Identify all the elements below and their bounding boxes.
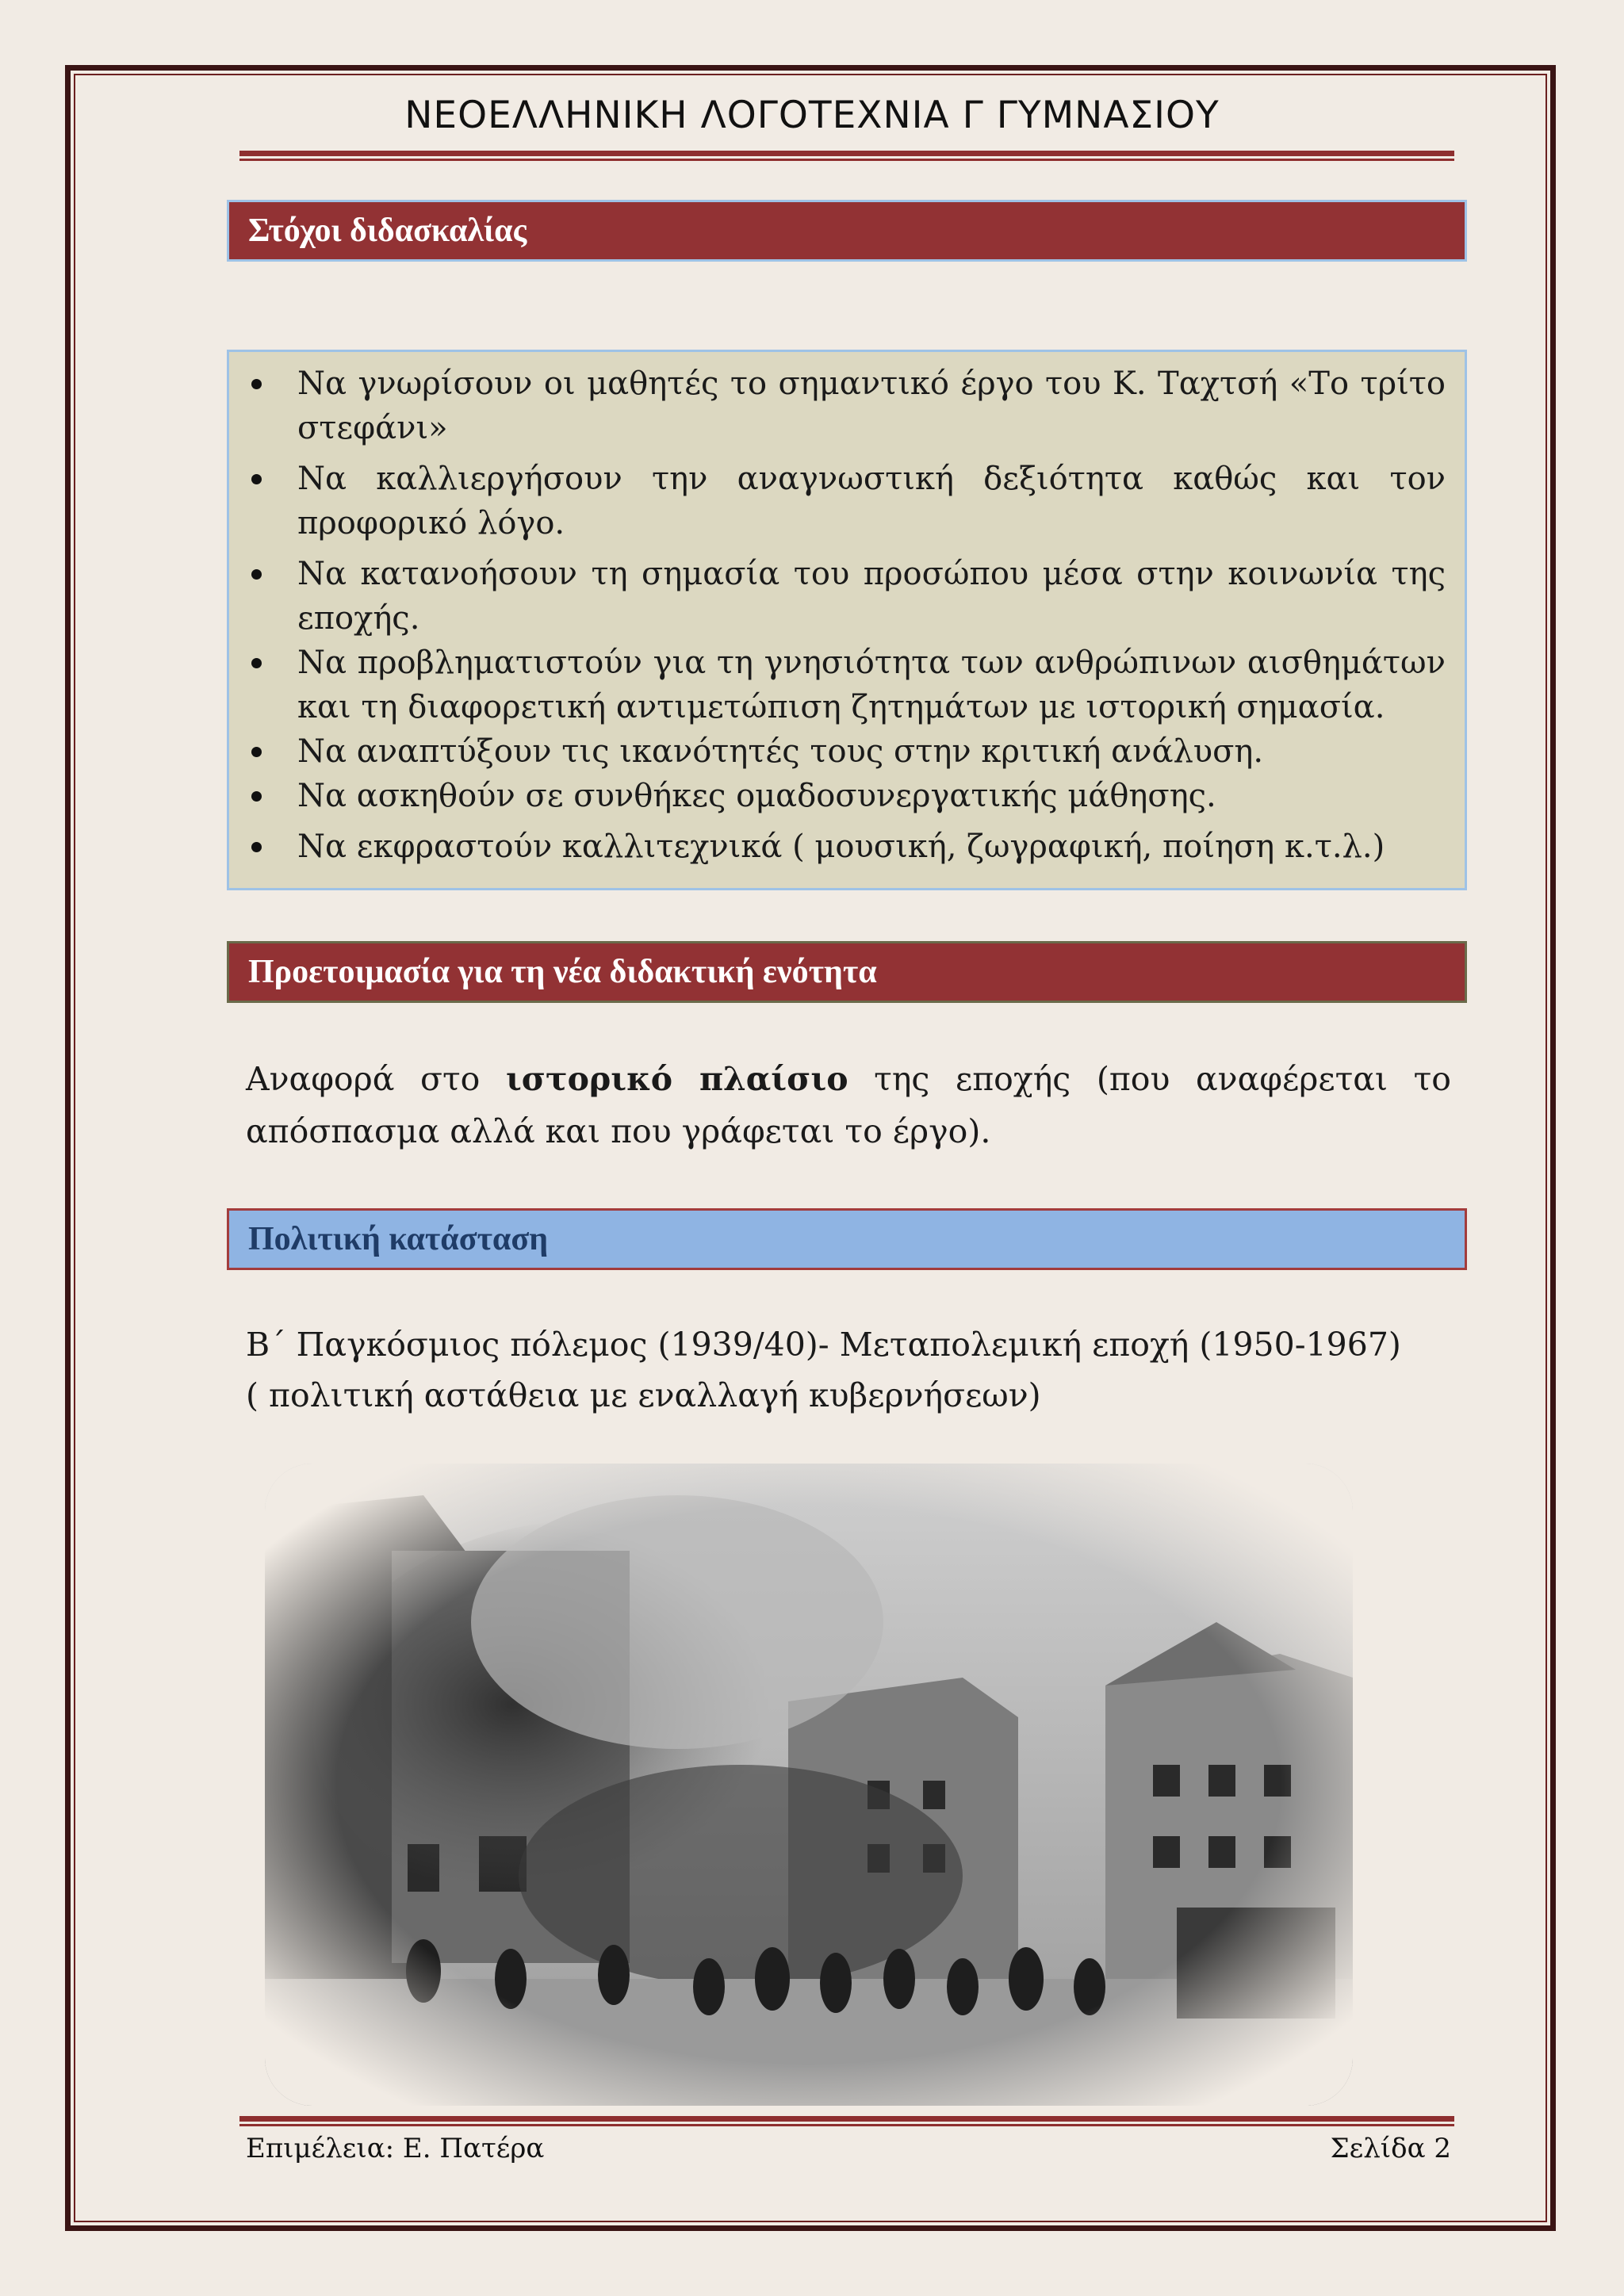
war-photo	[265, 1464, 1353, 2106]
goal-item: Να εκφραστούν καλλιτεχνικά ( μουσική, ζωγραφική, ποίηση κ.τ.λ.)	[248, 825, 1446, 869]
politics-line-2: ( πολιτική αστάθεια με εναλλαγή κυβερνήσεων)	[246, 1376, 1041, 1414]
paragraph-text-end: της εποχής (που αναφέρεται το απόσπασμα αλλά και που γράφεται το έργο).	[246, 1060, 1451, 1150]
politics-paragraph	[246, 1319, 1451, 1421]
goal-item: Να αναπτύξουν τις ικανότητές τους στην κριτική ανάλυση.	[248, 729, 1446, 774]
goals-list-box	[227, 350, 1467, 890]
paragraph-text-start: Αναφορά στο	[246, 1060, 506, 1098]
footer-rule	[239, 2116, 1454, 2126]
goals-list	[248, 362, 1446, 869]
goals-heading: Στόχοι διδασκαλίας	[227, 200, 1467, 262]
goal-item: Να κατανοήσουν τη σημασία του προσώπου μέσα στην κοινωνία της εποχής.	[248, 552, 1446, 641]
goal-item: Να ασκηθούν σε συνθήκες ομαδοσυνεργατικής μάθησης.	[248, 774, 1446, 818]
politics-heading: Πολιτική κατάσταση	[227, 1208, 1467, 1270]
preparation-heading: Προετοιμασία για τη νέα διδακτική ενότητα	[227, 941, 1467, 1003]
paragraph-bold-term: ιστορικό πλαίσιο	[505, 1060, 848, 1098]
goal-item: Να προβληματιστούν για τη γνησιότητα των ανθρώπινων αισθημάτων και τη διαφορετική αντιμετώπιση ζητημάτων με ιστορική σημασία.	[248, 641, 1446, 729]
footer-editor: Επιμέλεια: Ε. Πατέρα	[246, 2133, 545, 2164]
header-rule	[239, 151, 1454, 161]
war-photo-image	[265, 1464, 1353, 2106]
goal-item: Να καλλιεργήσουν την αναγνωστική δεξιότητα καθώς και τον προφορικό λόγο.	[248, 457, 1446, 545]
goal-item: Να γνωρίσουν οι μαθητές το σημαντικό έργο του Κ. Ταχτσή «Το τρίτο στεφάνι»	[248, 362, 1446, 450]
politics-line-1: Β΄ Παγκόσμιος πόλεμος (1939/40)- Μεταπολεμική εποχή (1950-1967)	[246, 1326, 1401, 1364]
historical-context-paragraph	[246, 1053, 1451, 1158]
page-header-title: ΝΕΟΕΛΛΗΝΙΚΗ ΛΟΓΟΤΕΧΝΙΑ Γ ΓΥΜΝΑΣΙΟΥ	[404, 94, 1220, 137]
footer-page-number: Σελίδα 2	[1330, 2133, 1451, 2164]
